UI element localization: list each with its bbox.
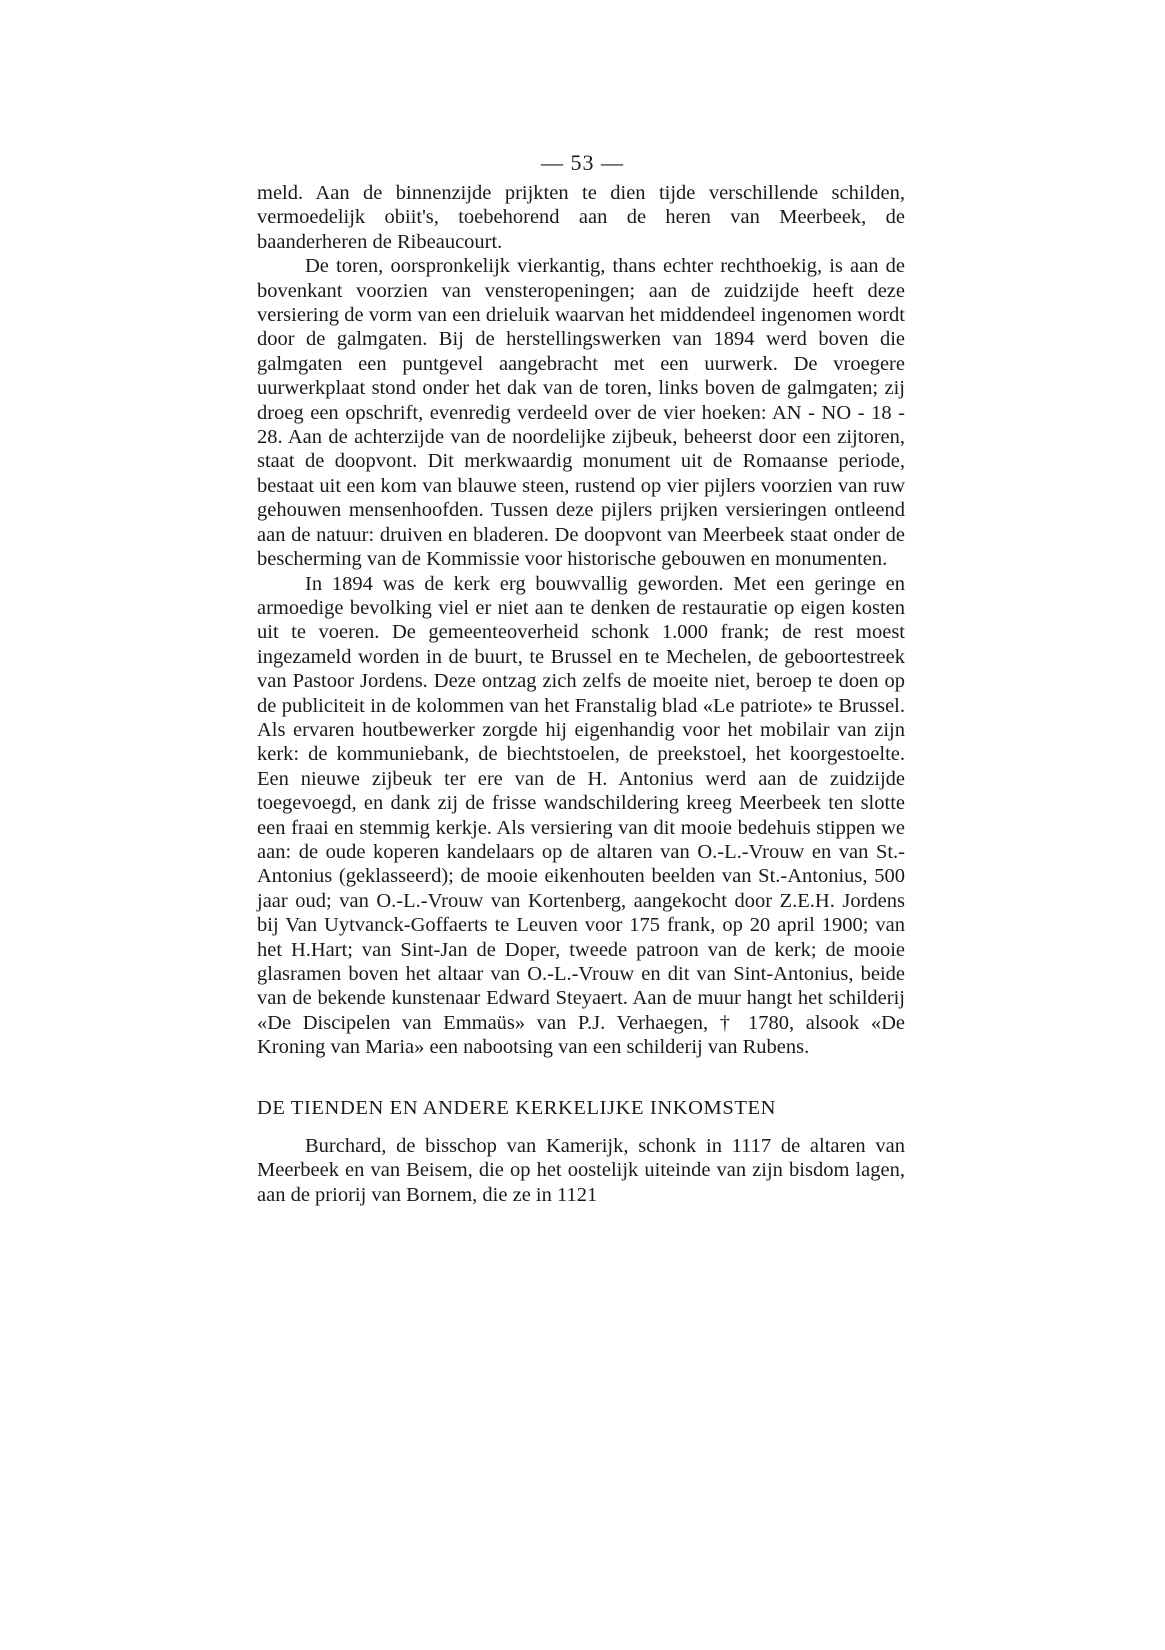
paragraph-tower: De toren, oorspronkelijk vierkantig, thans echter rechthoekig, is aan de bovenkant voorzien van vensteropeningen; aan de zuidzijde heeft deze versiering de vorm van een drieluik waarvan het middendeel ingenomen wordt door de galmgaten. Bij de herstellingswerken van 1894 werd boven die galmgaten een puntgevel aangebracht met een uurwerk. De vroegere uurwerkplaat stond onder het dak van de toren, links boven de galmgaten; zij droeg een opschrift, evenredig verdeeld over de vier hoeken: AN - NO - 18 - 28. Aan de achterzijde van de noordelijke zijbeuk, beheerst door een zijtoren, staat de doopvont. Dit merkwaardig monument uit de Romaanse periode, bestaat uit een kom van blauwe steen, rustend op vier pijlers voorzien van ruw gehouwen mensenhoofden. Tussen deze pijlers prijken versieringen ontleend aan de natuur: druiven en bladeren. De doopvont van Meerbeek staat onder de bescherming van de Kommissie voor historische gebouwen en monumenten. bbox=[257, 255, 905, 571]
paragraph-continuation: meld. Aan de binnenzijde prijkten te dien tijde verschillende schilden, vermoedelijk obiit's, toebehorend aan de heren van Meerbeek, de baanderheren de Ribeaucourt. bbox=[257, 182, 905, 253]
section-heading: DE TIENDEN EN ANDERE KERKELIJKE INKOMSTEN bbox=[257, 1096, 777, 1119]
page-text bbox=[257, 181, 905, 1207]
page-number: — 53 — bbox=[541, 150, 624, 175]
paragraph-restoration: In 1894 was de kerk erg bouwvallig geworden. Met een geringe en armoedige bevolking viel er niet aan te denken de restauratie op eigen kosten uit te voeren. De gemeenteoverheid schonk 1.000 frank; de rest moest ingezameld worden in de buurt, te Brussel en te Mechelen, de geboortestreek van Pastoor Jordens. Deze ontzag zich zelfs de moeite niet, beroep te doen op de publiciteit in de kolommen van het Franstalig blad «Le patriote» te Brussel. Als ervaren houtbewerker zorgde hij eigenhandig voor het mobilair van zijn kerk: de kommuniebank, de biechtstoelen, de preekstoel, het koorgestoelte. Een nieuwe zijbeuk ter ere van de H. Antonius werd aan de zuidzijde toegevoegd, en dank zij de frisse wandschildering kreeg Meerbeek ten slotte een fraai en stemmig kerkje. Als versiering van dit mooie bedehuis stippen we aan: de oude koperen kandelaars op de altaren van O.-L.-Vrouw en van St.-Antonius (geklasseerd); de mooie eikenhouten beelden van St.-Antonius, 500 jaar oud; van O.-L.-Vrouw van Kortenberg, aangekocht door Z.E.H. Jordens bij Van Uytvanck-Goffaerts te Leuven voor 175 frank, op 20 april 1900; van het H.Hart; van Sint-Jan de Doper, tweede patroon van de kerk; de mooie glasramen boven het altaar van O.-L.-Vrouw en dit van Sint-Antonius, beide van de bekende kunstenaar Edward Steyaert. Aan de muur hangt het schilderij «De Discipelen van Emmaüs» van P.J. Verhaegen, † 1780, alsook «De Kroning van Maria» een nabootsing van een schilderij van Rubens. bbox=[257, 572, 905, 1059]
paragraph-tithes: Burchard, de bisschop van Kamerijk, schonk in 1117 de altaren van Meerbeek en van Beisem, die op het oostelijk uiteinde van zijn bisdom lagen, aan de priorij van Bornem, die ze in 1121 bbox=[257, 1135, 905, 1206]
